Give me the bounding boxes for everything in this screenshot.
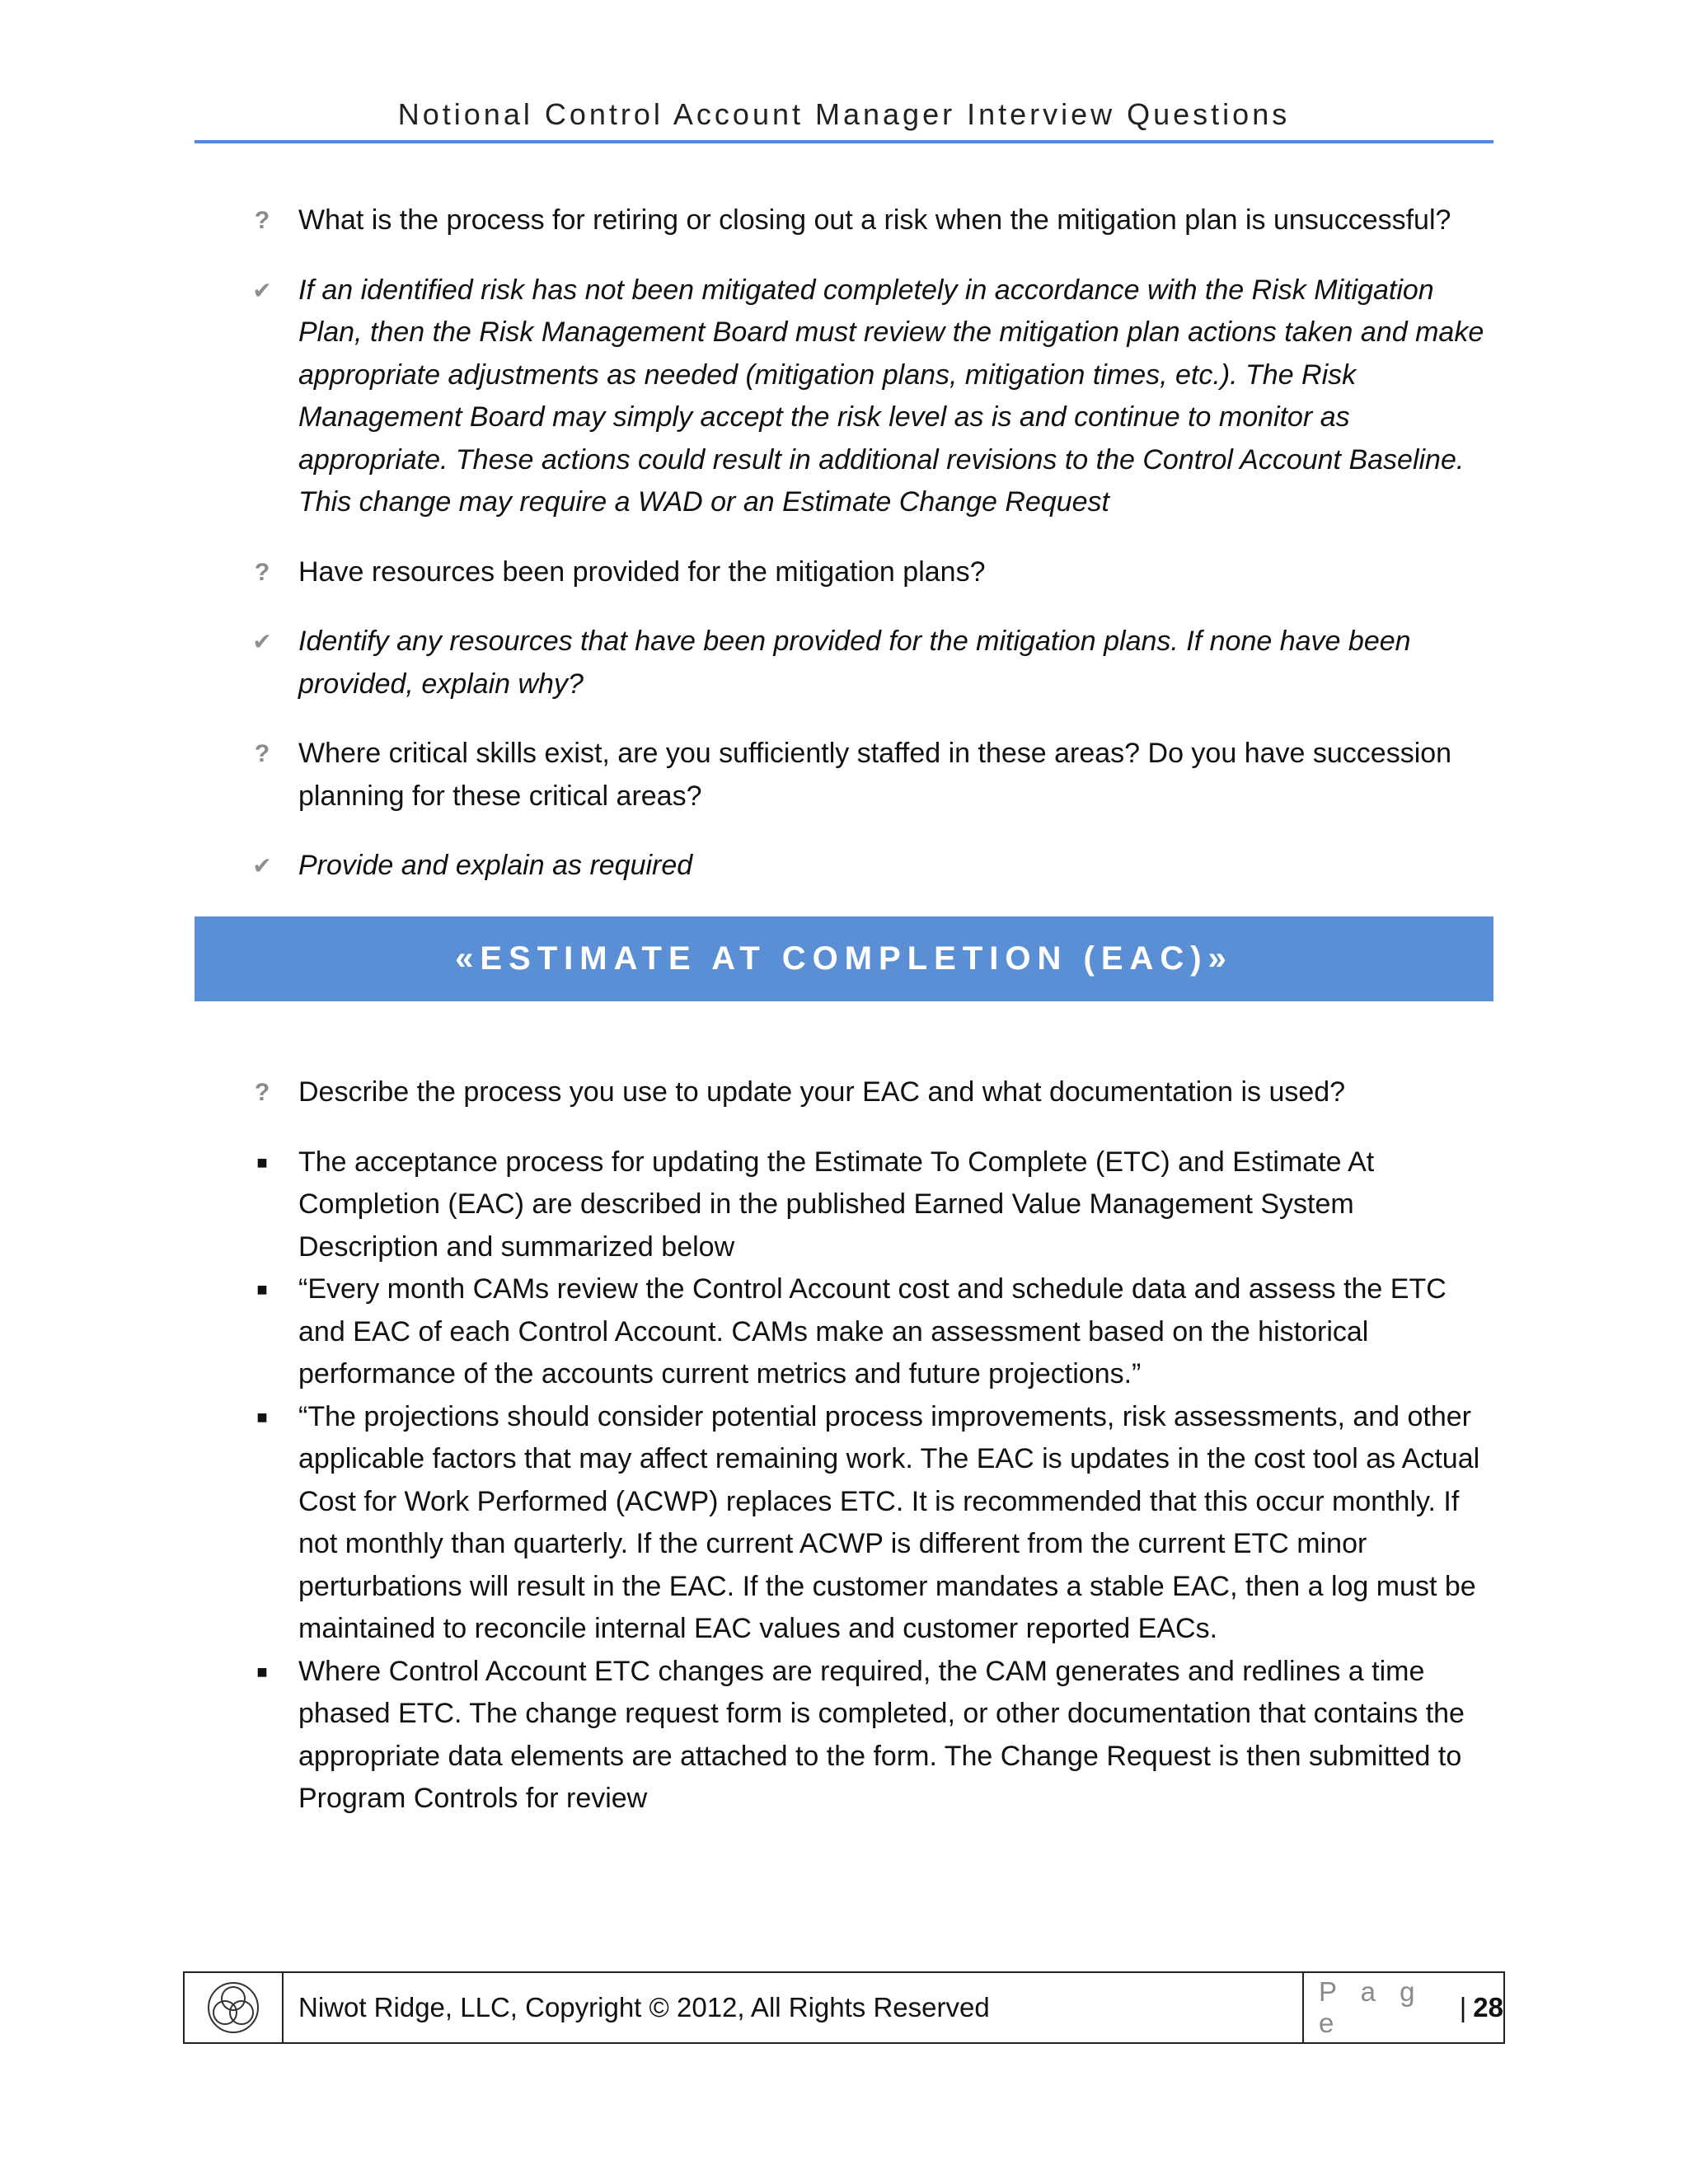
interlocking-rings-logo-icon [206, 1980, 260, 2035]
checkmark-icon: ✔ [252, 853, 272, 879]
qa-block-eac [195, 1071, 1493, 1821]
page-number: 28 [1473, 1992, 1503, 2022]
question-item [195, 1071, 1493, 1114]
question-item [195, 733, 1493, 818]
square-bullet-icon: ■ [256, 1661, 268, 1682]
bullet-item [195, 1268, 1493, 1396]
bullet-text: Where Control Account ETC changes are required, the CAM generates and redlines a time phased ETC. The change request form is completed, or other documentation that contains the appropriate data elements are attached to the form. The Change Request is then submitted to Program Controls for review [298, 1655, 1465, 1814]
answer-item [195, 621, 1493, 705]
bullet-item [195, 1396, 1493, 1651]
checkmark-icon: ✔ [252, 277, 272, 303]
question-text: Where critical skills exist, are you sufficiently staffed in these areas? Do you have succession planning for these critical areas? [298, 738, 1452, 812]
square-bullet-icon: ■ [256, 1151, 268, 1173]
company-logo [185, 1973, 284, 2042]
bullet-item [195, 1651, 1493, 1821]
page-separator: | [1459, 1992, 1467, 2022]
page-footer [183, 1971, 1505, 2044]
question-text: Have resources been provided for the mitigation plans? [298, 555, 986, 588]
question-item [195, 199, 1493, 242]
bullet-item [195, 1141, 1493, 1269]
square-bullet-icon: ■ [256, 1406, 268, 1427]
section-banner-eac: «ESTIMATE AT COMPLETION (EAC)» [195, 916, 1493, 1001]
checkmark-icon: ✔ [252, 629, 272, 654]
question-text: Describe the process you use to update your EAC and what documentation is used? [298, 1076, 1346, 1108]
question-mark-icon: ? [254, 740, 270, 767]
bullet-text: The acceptance process for updating the Estimate To Complete (ETC) and Estimate At Completion (EAC) are described in the published Earned Value Management System Description and summarized below [298, 1146, 1375, 1263]
bullet-text: “The projections should consider potential process improvements, risk assessments, and other applicable factors that may affect remaining work. The EAC is updates in the cost tool as Actual Cost for Work Performed (ACWP) replaces ETC. It is recommended that this occur monthly. If not monthly than quarterly. If the current ACWP is different from the current ETC minor perturbations will result in the EAC. If the customer mandates a stable EAC, then a log must be maintained to reconcile internal EAC values and customer reported EACs. [298, 1400, 1480, 1644]
footer-page-number [1304, 1973, 1503, 2042]
answer-item [195, 845, 1493, 888]
question-text: What is the process for retiring or closing out a risk when the mitigation plan is unsuccessful? [298, 204, 1451, 236]
footer-copyright: Niwot Ridge, LLC, Copyright © 2012, All Rights Reserved [284, 1973, 1304, 2042]
question-item [195, 551, 1493, 594]
page-label: P a g e [1319, 1976, 1423, 2038]
square-bullet-icon: ■ [256, 1279, 268, 1300]
answer-text: Provide and explain as required [298, 850, 693, 881]
bullet-text: “Every month CAMs review the Control Account cost and schedule data and assess the ETC and EAC of each Control Account. CAMs make an assessment based on the historical performance of the accounts current metrics and future projections.” [298, 1273, 1447, 1390]
qa-block-risk [195, 199, 1493, 888]
answer-text: Identify any resources that have been provided for the mitigation plans. If none have been provided, explain why? [298, 626, 1411, 700]
header-rule [195, 140, 1493, 143]
answer-item [195, 269, 1493, 524]
page-header-title: Notional Control Account Manager Interview Questions [397, 97, 1291, 131]
question-mark-icon: ? [254, 207, 270, 234]
answer-text: If an identified risk has not been mitigated completely in accordance with the Risk Mitigation Plan, then the Risk Management Board must review the mitigation plan actions taken and make appropriate adjustments as needed (mitigation plans, mitigation times, etc.). The Risk Management Board may simply accept the risk level as is and continue to monitor as appropriate. These actions could result in additional revisions to the Control Account Baseline. This change may require a WAD or an Estimate Change Request [298, 274, 1484, 518]
question-mark-icon: ? [254, 1079, 270, 1106]
question-mark-icon: ? [254, 558, 270, 586]
